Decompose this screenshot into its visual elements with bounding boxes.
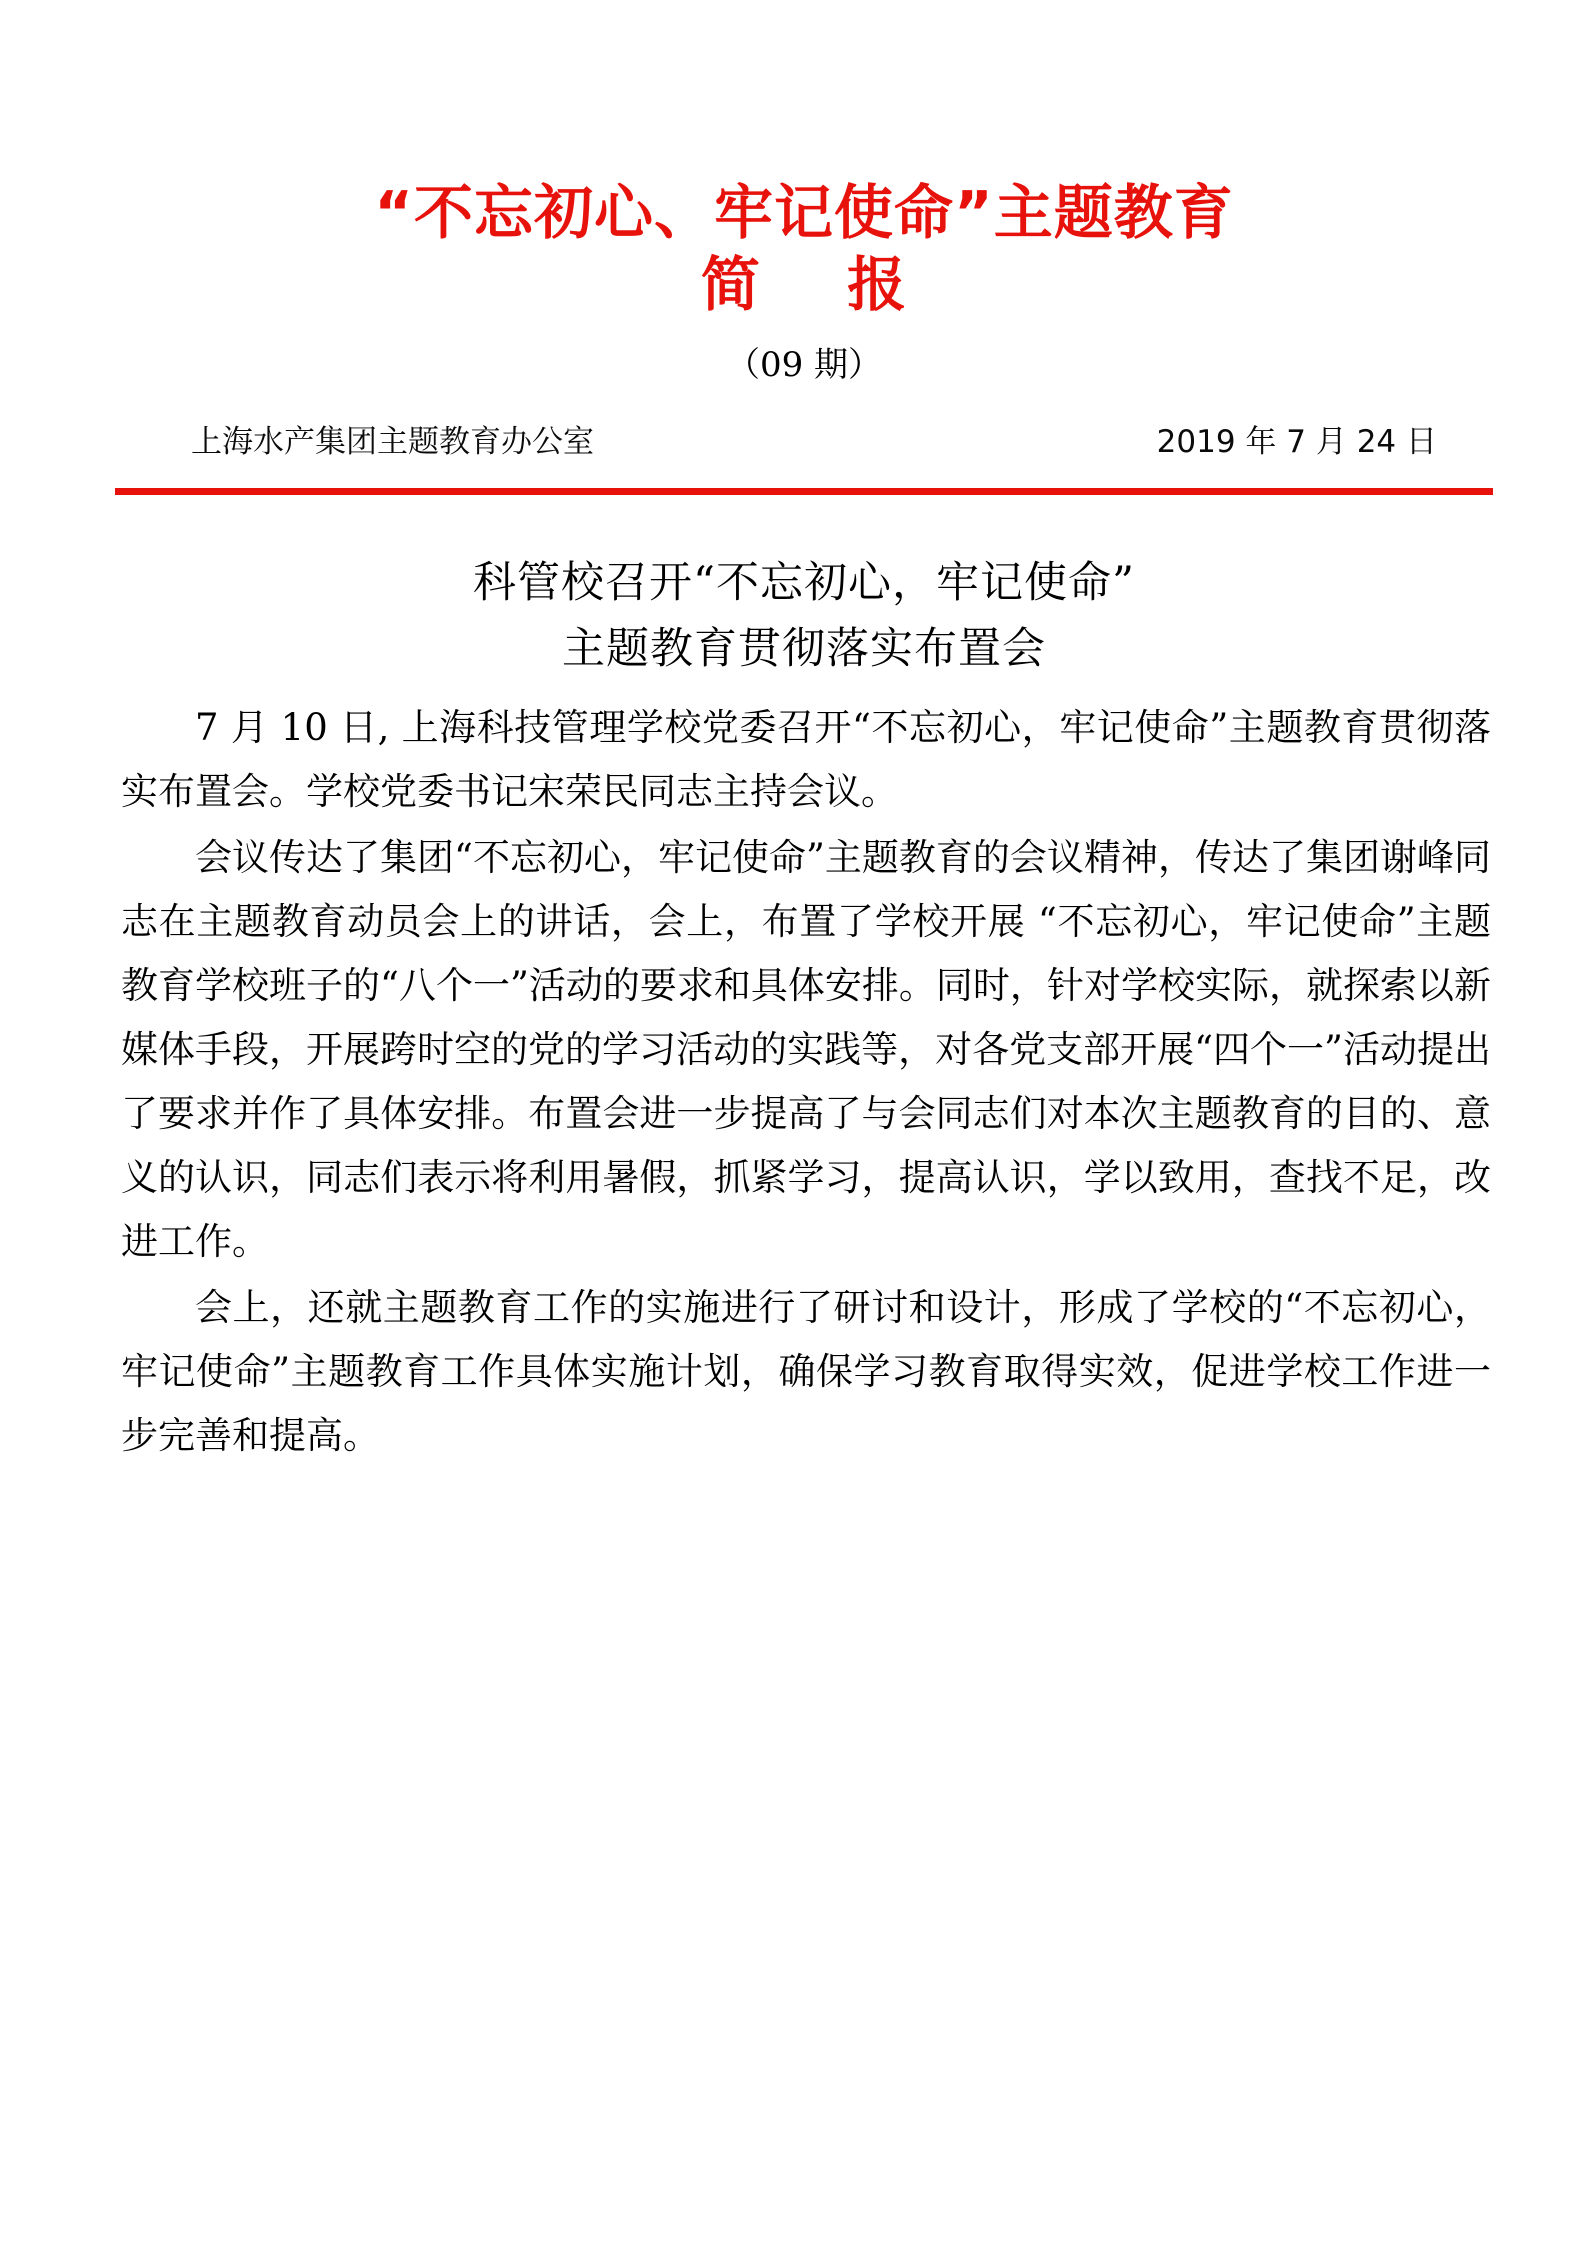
issue-number: （09 期） [725,345,883,386]
article-title-line-2: 主题教育贯彻落实布置会 [562,623,1046,674]
article-paragraph: 会议传达了集团“不忘初心，牢记使命”主题教育的会议精神，传达了集团谢峰同志在主题教育动员会上的讲话，会上，布置了学校开展 “不忘初心，牢记使命”主题教育学校班子的“八个一”活动的要求和具体安排。同时，针对学校实际，就探索以新媒体手段，开展跨时空的党的学习活动的实践等，对各党支部开展“四个一”活动提出了要求并作了具体安排。布置会进一步提高了与会同志们对本次主题教育的目的、意义的认识，同志们表示将利用暑假，抓紧学习，提高认识，学以致用，查找不足，改进工作。 [121,835,1491,1263]
masthead [115,0,1493,386]
publication-date: 2019 年 7 月 24 日 [1156,424,1437,461]
masthead-title-line-2: 简 报 [700,249,908,319]
article-body [115,696,1493,1468]
article-paragraph: 7 月 10 日, 上海科技管理学校党委召开“不忘初心，牢记使命”主题教育贯彻落实布置会。学校党委书记宋荣民同志主持会议。 [121,705,1491,813]
page-content [115,0,1493,1468]
header-divider-rule [115,488,1493,495]
article-title [115,551,1493,682]
article-title-line-1: 科管校召开“不忘初心，牢记使命” [473,558,1135,609]
article-paragraph: 会上，还就主题教育工作的实施进行了研讨和设计，形成了学校的“不忘初心，牢记使命”主题教育工作具体实施计划，确保学习教育取得实效，促进学校工作进一步完善和提高。 [121,1285,1491,1457]
publisher-row [115,424,1493,461]
masthead-title-line-1: “不忘初心、牢记使命”主题教育 [374,178,1234,247]
publisher-organization: 上海水产集团主题教育办公室 [191,424,594,461]
article [115,551,1493,1468]
